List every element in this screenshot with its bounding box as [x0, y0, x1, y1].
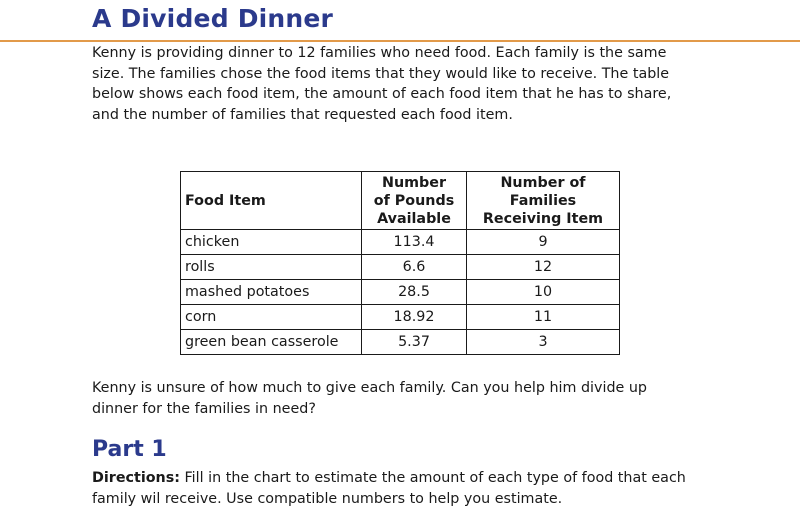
table-row	[181, 230, 620, 255]
cell-pounds: 6.6	[362, 255, 467, 280]
header-families-line: Number of	[500, 174, 586, 191]
directions-label: Directions:	[92, 470, 180, 486]
food-table	[180, 171, 620, 355]
cell-families: 10	[467, 280, 620, 305]
cell-pounds: 28.5	[362, 280, 467, 305]
page-title: A Divided Dinner	[92, 4, 334, 33]
cell-pounds: 113.4	[362, 230, 467, 255]
header-pounds-available	[362, 172, 467, 230]
directions-text: Fill in the chart to estimate the amount of each type of food that each family wil receive. Use compatible numbers to help you estimate.	[92, 470, 686, 507]
title-divider	[0, 40, 800, 42]
cell-families: 11	[467, 305, 620, 330]
cell-food-item: corn	[181, 305, 362, 330]
cell-food-item: green bean casserole	[181, 330, 362, 355]
cell-families: 3	[467, 330, 620, 355]
header-families-line: Families	[509, 192, 577, 209]
table-row	[181, 255, 620, 280]
directions-paragraph	[92, 468, 732, 509]
cell-food-item: rolls	[181, 255, 362, 280]
header-food-item: Food Item	[181, 172, 362, 230]
table-header-row	[181, 172, 620, 230]
header-pounds-line: Available	[377, 210, 451, 227]
table-row	[181, 280, 620, 305]
header-pounds-line: Number	[381, 174, 447, 191]
part-title: Part 1	[92, 437, 167, 462]
table-row	[181, 305, 620, 330]
question-paragraph: Kenny is unsure of how much to give each family. Can you help him divide up dinner for the families in need?	[92, 380, 648, 417]
header-pounds-line: of Pounds	[373, 192, 455, 209]
header-families-receiving	[467, 172, 620, 230]
cell-pounds: 18.92	[362, 305, 467, 330]
intro-paragraph: Kenny is providing dinner to 12 families who need food. Each family is the same size. The families chose the food items that they would like to receive. The table below shows each food item, the amount of each food item that he has to share, and the number of families that requested each food item.	[92, 45, 672, 123]
header-families-line: Receiving Item	[482, 210, 604, 227]
cell-food-item: mashed potatoes	[181, 280, 362, 305]
cell-families: 9	[467, 230, 620, 255]
cell-pounds: 5.37	[362, 330, 467, 355]
table-row	[181, 330, 620, 355]
cell-food-item: chicken	[181, 230, 362, 255]
cell-families: 12	[467, 255, 620, 280]
